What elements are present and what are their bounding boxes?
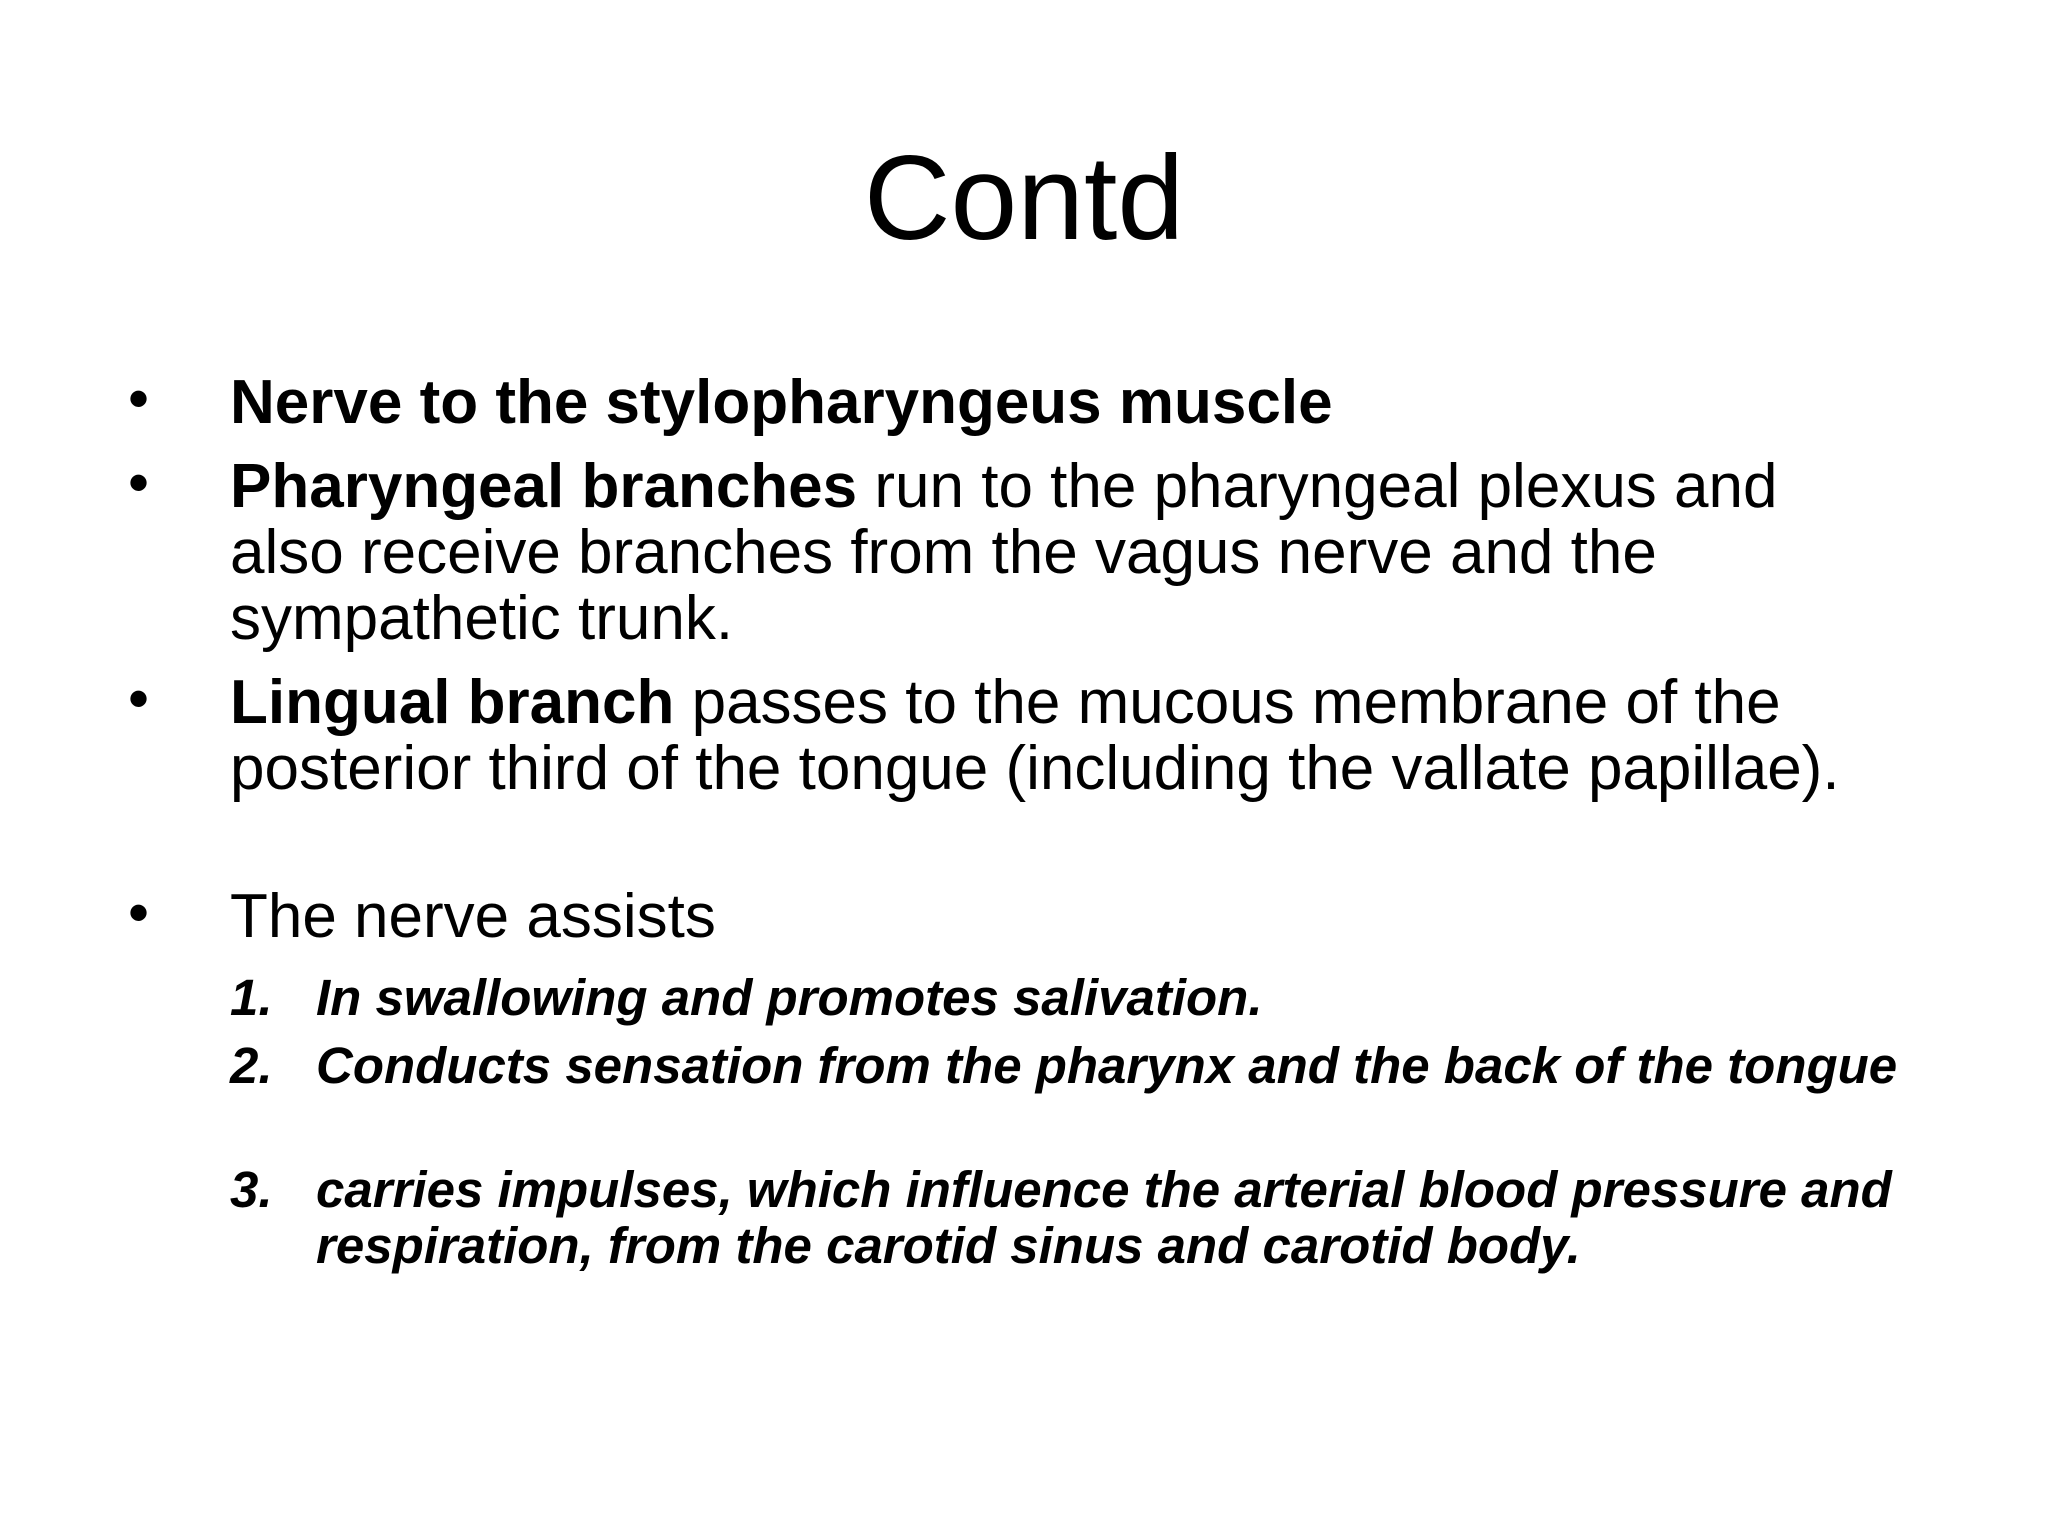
bullet-item-1-bold: Nerve to the stylopharyngeus muscle: [230, 368, 1333, 437]
bullet-item-2-bold: Pharyngeal branches: [230, 452, 858, 521]
bullet-item-4: [230, 884, 1880, 950]
bullet-item-3-text: passes to the mucous membrane of the posterior third of the tongue (including the vallate papillae).: [230, 668, 1840, 803]
sub-item-1-text: In swallowing and promotes salivation.: [316, 969, 1263, 1026]
bullet-item-4-text: The nerve assists: [230, 882, 716, 951]
slide-title: Contd: [863, 131, 1185, 265]
sub-item-number: 1.: [230, 969, 273, 1026]
bullet-marker: •: [128, 365, 150, 432]
sub-item-number: 3.: [230, 1161, 273, 1218]
bullet-item-2: [230, 454, 1880, 652]
bullet-marker: •: [128, 449, 150, 516]
sub-item-number: 2.: [230, 1037, 273, 1094]
bullet-item-1: [230, 370, 1880, 436]
bullet-item-3: [230, 670, 1880, 802]
bullet-marker: •: [128, 665, 150, 732]
sub-item-3-text: carries impulses, which influence the arterial blood pressure and respiration, from the carotid sinus and carotid body.: [316, 1161, 1892, 1274]
sub-item-2-text: Conducts sensation from the pharynx and the back of the tongue: [316, 1037, 1898, 1094]
bullet-item-3-bold: Lingual branch: [230, 668, 675, 737]
bullet-marker: •: [128, 879, 150, 946]
bullet-item-2-text: run to the pharyngeal plexus and also receive branches from the vagus nerve and the sympathetic trunk.: [230, 452, 1778, 653]
